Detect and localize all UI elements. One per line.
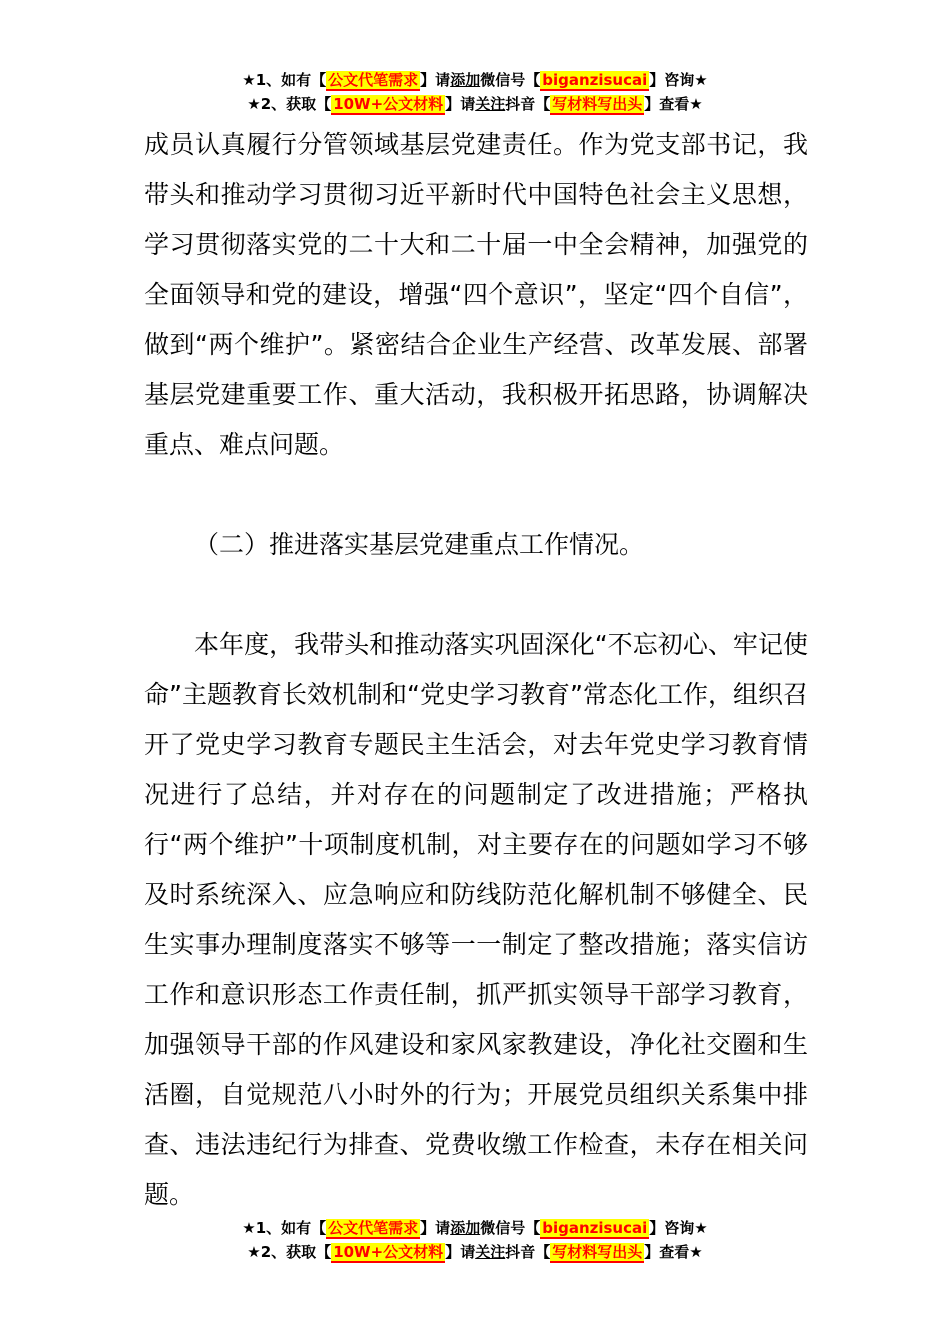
paragraph-continued: 成员认真履行分管领域基层党建责任。作为党支部书记，我带头和推动学习贯彻习近平新时代中国特色社会主义思想，学习贯彻落实党的二十大和二十届一中全会精神，加强党的全面领导和党的建设，增强“四个意识”，坚定“四个自信”，做到“两个维护”。紧密结合企业生产经营、改革发展、部署基层党建重要工作、重大活动，我积极开拓思路，协调解决重点、难点问题。 (144, 130, 808, 459)
banner-highlight: 10W+公文材料 (333, 95, 444, 113)
document-body (144, 120, 808, 1220)
banner-highlight: biganzisucai (542, 71, 648, 89)
banner-text: 抖音【 (505, 95, 551, 113)
banner-highlight: 写材料写出头 (552, 95, 643, 113)
banner-text: ★2、获取【 (247, 1243, 332, 1261)
banner-text: 】请 (420, 71, 451, 89)
footer-banner (0, 1216, 950, 1264)
banner-text: 】请 (445, 95, 476, 113)
banner-highlight: 公文代笔需求 (328, 1219, 419, 1237)
banner-text: 】查看★ (644, 1243, 703, 1261)
banner-text: ★2、获取【 (247, 95, 332, 113)
banner-line-1 (0, 1216, 950, 1240)
banner-text: 】请 (420, 1219, 451, 1237)
banner-text: 微信号【 (480, 1219, 541, 1237)
banner-underlined-text: 添加 (450, 71, 481, 89)
banner-underlined-text: 关注 (475, 1243, 506, 1261)
banner-text: ★1、如有【 (242, 71, 327, 89)
banner-text: 】咨询★ (649, 1219, 708, 1237)
banner-underlined-text: 添加 (450, 1219, 481, 1237)
header-banner (0, 68, 950, 116)
banner-highlight: 写材料写出头 (552, 1243, 643, 1261)
banner-text: ★1、如有【 (242, 1219, 327, 1237)
banner-text: 微信号【 (480, 71, 541, 89)
banner-underlined-text: 关注 (475, 95, 506, 113)
banner-highlight: biganzisucai (542, 1219, 648, 1237)
banner-line-1 (0, 68, 950, 92)
section-heading: （二）推进落实基层党建重点工作情况。 (194, 530, 645, 559)
banner-line-2 (0, 92, 950, 116)
banner-line-2 (0, 1240, 950, 1264)
paragraph: 本年度，我带头和推动落实巩固深化“不忘初心、牢记使命”主题教育长效机制和“党史学习教育”常态化工作，组织召开了党史学习教育专题民主生活会，对去年党史学习教育情况进行了总结，并对存在的问题制定了改进措施；严格执行“两个维护”十项制度机制，对主要存在的问题如学习不够及时系统深入、应急响应和防线防范化解机制不够健全、民生实事办理制度落实不够等一一制定了整改措施；落实信访工作和意识形态工作责任制，抓严抓实领导干部学习教育，加强领导干部的作风建设和家风家教建设，净化社交圈和生活圈，自觉规范八小时外的行为；开展党员组织关系集中排查、违法违纪行为排查、党费收缴工作检查，未存在相关问题。 (144, 630, 808, 1209)
banner-text: 】咨询★ (649, 71, 708, 89)
banner-text: 】查看★ (644, 95, 703, 113)
banner-text: 抖音【 (505, 1243, 551, 1261)
banner-text: 】请 (445, 1243, 476, 1261)
banner-highlight: 10W+公文材料 (333, 1243, 444, 1261)
banner-highlight: 公文代笔需求 (328, 71, 419, 89)
